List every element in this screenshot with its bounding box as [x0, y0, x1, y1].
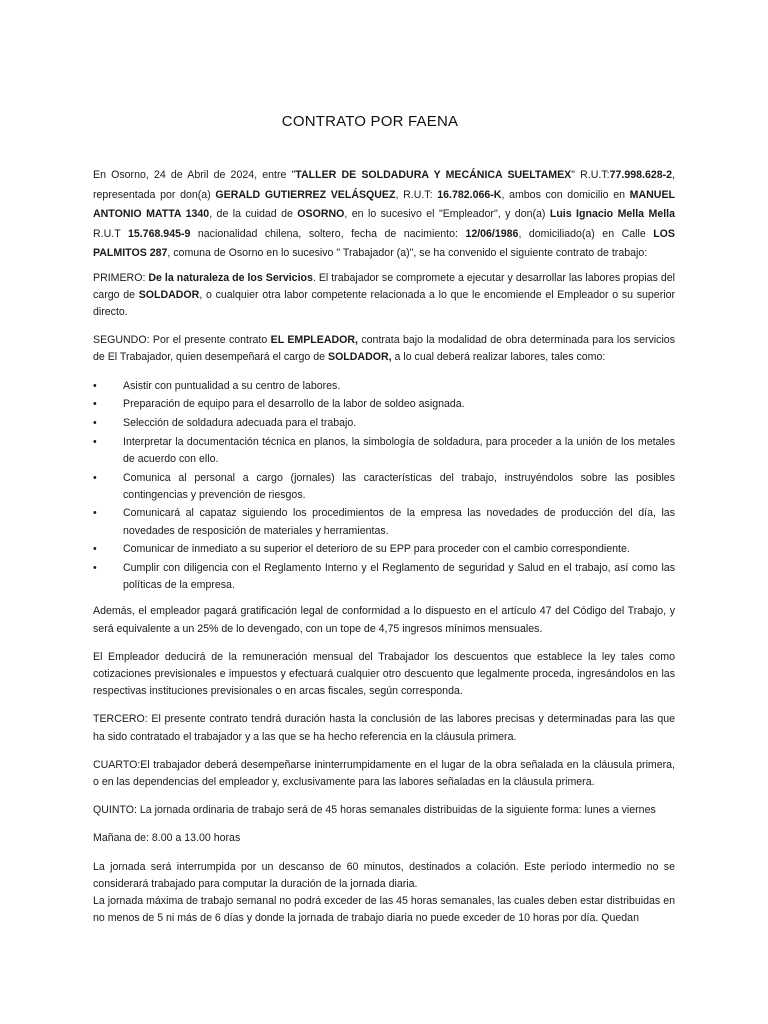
- bullet-icon: •: [93, 507, 97, 520]
- document-title: CONTRATO POR FAENA: [281, 113, 459, 130]
- list-item-text: Cumplir con diligencia con el Reglamento Interno y el Reglamento de seguridad y Salud en el trabajo, así como las políticas de la empresa.: [123, 562, 675, 592]
- intro-text-10: , domiciliado(a) en Calle: [518, 227, 654, 240]
- employer-address: MANUEL ANTONIO MATTA 1340: [93, 188, 675, 220]
- representative-name: GERALD GUTIERREZ VELÁSQUEZ: [215, 188, 396, 201]
- list-item-text: Asistir con puntualidad a su centro de labores.: [123, 379, 341, 392]
- bullet-icon: •: [93, 471, 97, 484]
- list-item-text: Comunica al personal a cargo (jornales) las características del trabajo, instruyéndolos sobre las posibles contingencias y prevención de riesgos.: [123, 471, 675, 501]
- intro-text-6: , de la cuidad de: [209, 208, 298, 220]
- document-body: [93, 166, 675, 928]
- morning-schedule: Mañana de: 8.00 a 13.00 horas: [93, 832, 241, 845]
- intro-text-5: , ambos con domicilio en: [501, 188, 630, 201]
- company-name: TALLER DE SOLDADURA Y MECÁNICA SUELTAMEX: [295, 169, 572, 181]
- clause-cuarto: CUARTO:El trabajador deberá desempeñarse ininterrumpidamente en el lugar de la obra señalada en la cláusula primera, o en las dependencias del empleador y, exclusivamente para las labores señaladas en la cláusula primera.: [93, 758, 675, 789]
- gratification-paragraph: Además, el empleador pagará gratificación legal de conformidad a lo dispuesto en el artículo 47 del Código del Trabajo, y será equivalente a un 25% de lo devengado, con un tope de 4,75 ingresos mínimos mensuales.: [93, 605, 675, 635]
- clause-quinto: QUINTO: La jornada ordinaria de trabajo será de 45 horas semanales distribuidas de la siguiente forma: lunes a viernes: [93, 804, 656, 817]
- list-item: [93, 560, 675, 594]
- list-item-text: Comunicar de inmediato a su superior el deterioro de su EPP para proceder con el cambio correspondiente.: [123, 543, 630, 556]
- primero-heading: De la naturaleza de los Servicios: [148, 271, 313, 284]
- list-item: [93, 396, 675, 413]
- bullet-icon: •: [93, 543, 97, 556]
- intro-text-1: En Osorno, 24 de Abril de 2024, entre ": [93, 169, 296, 181]
- break-paragraph: La jornada será interrumpida por un descanso de 60 minutos, destinados a colación. Este período intermedio no se considerará trabajado para computar la duración de la jornada diaria.: [93, 860, 675, 890]
- segundo-text-2: contrata bajo la modalidad de obra determinada para los servicios de El Trabajador, quien desempeñará el cargo de: [93, 334, 675, 364]
- employer-city: OSORNO: [297, 208, 345, 220]
- clause-tercero: TERCERO: El presente contrato tendrá duración hasta la conclusión de las labores precisas y determinadas para las que ha sido contratado el trabajador y a las que se ha hecho referencia en la cláusula primera.: [93, 713, 675, 743]
- intro-text-9: nacionalidad chilena, soltero, fecha de nacimiento:: [190, 227, 466, 240]
- worker-address: LOS PALMITOS 287: [93, 227, 675, 259]
- primero-role: SOLDADOR: [138, 288, 200, 301]
- list-item: [93, 434, 675, 468]
- primero-text-1: . El trabajador se compromete a ejecutar y desarrollar las labores propias del cargo de: [93, 271, 675, 301]
- intro-paragraph: [93, 166, 675, 264]
- intro-text-2: " R.U.T:: [571, 169, 610, 181]
- deductions-paragraph: El Empleador deducirá de la remuneración mensual del Trabajador los descuentos que establece la ley tales como cotizaciones previsionales e impuestos y efectuará cualquier otro descuento que legalmente proceda, ingresándolos en las respectivas instituciones previsionales o en arcas fiscales, según corresponda.: [93, 650, 675, 698]
- intro-text-8: R.U.T: [93, 227, 128, 240]
- max-hours-paragraph: La jornada máxima de trabajo semanal no podrá exceder de las 45 horas semanales, las cuales deben estar distribuidas en no menos de 5 ni más de 6 días y donde la jornada de trabajo diaria no puede exceder de 10 horas por día. Quedan: [93, 895, 675, 925]
- worker-birth-date: 12/06/1986: [465, 227, 519, 240]
- primero-text-2: , o cualquier otra labor competente relacionada a lo que le encomiende el Empleador o su superior directo.: [93, 288, 676, 318]
- segundo-text-1: SEGUNDO: Por el presente contrato: [93, 334, 271, 347]
- segundo-role: SOLDADOR,: [328, 351, 392, 364]
- intro-text-11: , comuna de Osorno en lo sucesivo " Trabajador (a)", se ha convenido el siguiente contrato de trabajo:: [167, 247, 648, 259]
- clause-primero: [93, 270, 675, 322]
- worker-rut: 15.768.945-9: [127, 227, 191, 240]
- worker-name: Luis Ignacio Mella Mella: [549, 208, 675, 220]
- bullet-icon: •: [93, 416, 97, 429]
- list-item-text: Interpretar la documentación técnica en planos, la simbología de soldadura, para proceder a la unión de los metales de acuerdo con ello.: [123, 435, 675, 465]
- company-rut: 77.998.628-2: [609, 169, 673, 181]
- list-item: [93, 378, 675, 395]
- bullet-icon: •: [93, 379, 97, 392]
- intro-text-4: , R.U.T:: [395, 188, 438, 201]
- list-item: [93, 415, 675, 432]
- segundo-employer: EL EMPLEADOR,: [270, 334, 358, 347]
- bullet-icon: •: [93, 435, 97, 448]
- list-item: [93, 470, 675, 504]
- duties-list: [93, 378, 675, 595]
- segundo-text-3: a lo cual deberá realizar labores, tales como:: [391, 351, 606, 364]
- representative-rut: 16.782.066-K: [437, 188, 502, 201]
- list-item-text: Selección de soldadura adecuada para el trabajo.: [123, 416, 357, 429]
- bullet-icon: •: [93, 398, 97, 411]
- bullet-icon: •: [93, 562, 97, 575]
- list-item: [93, 505, 675, 539]
- list-item-text: Comunicará al capataz siguiendo los procedimientos de la empresa las novedades de producción del día, las novedades de resposición de materiales y herramientas.: [123, 507, 675, 537]
- list-item-text: Preparación de equipo para el desarrollo de la labor de soldeo asignada.: [123, 398, 465, 411]
- intro-text-7: , en lo sucesivo el "Empleador", y don(a): [344, 208, 550, 220]
- intro-text-3: , representada por don(a): [93, 169, 675, 201]
- clause-segundo: [93, 332, 675, 366]
- primero-label: PRIMERO:: [93, 271, 149, 284]
- list-item: [93, 541, 675, 558]
